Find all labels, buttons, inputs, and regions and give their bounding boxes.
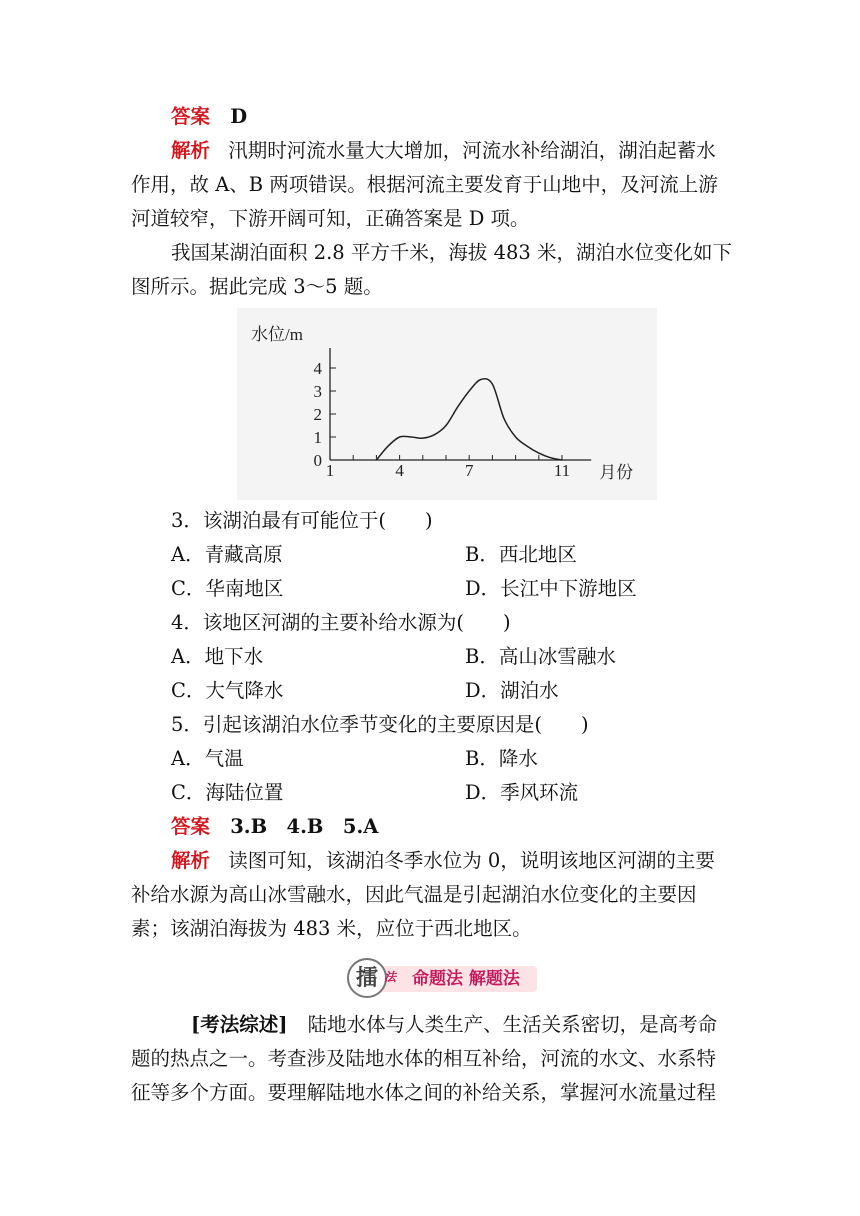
y-axis-label: 水位/m [251,325,303,344]
y-tick-label: 0 [313,451,322,470]
analysis-text: 汛期时河流水量大大增加，河流水补给湖泊，湖泊起蓄水 [228,139,716,162]
summary-line-1 [191,1008,791,1042]
water-level-series-line [376,379,562,460]
analysis-text: 读图可知，该湖泊冬季水位为 0，说明该地区河湖的主要 [228,849,715,872]
option-d: D．季风环流 [465,781,579,804]
x-tick-label: 11 [553,461,571,480]
answer-value: D [230,105,248,128]
question-5-stem: 5．引起该湖泊水位季节变化的主要原因是( ) [171,713,589,736]
y-tick-label: 4 [313,359,322,378]
answer-line-1 [171,100,771,134]
analysis-line-5: 补给水源为高山冰雪融水，因此气温是引起湖泊水位变化的主要因 [131,883,697,906]
option-c: C．华南地区 [171,577,284,600]
summary-line-3: 征等多个方面。要理解陆地水体之间的补给关系，掌握河水流量过程 [131,1081,717,1104]
summary-label: [考法综述] [191,1013,288,1036]
option-c: C．海陆位置 [171,781,284,804]
option-d: D．长江中下游地区 [465,577,637,600]
water-level-chart [237,308,657,500]
question-5-options-row-1 [171,742,771,776]
x-axis-label: 月份 [599,463,634,482]
y-tick-label: 2 [313,405,322,424]
analysis-label: 解析 [171,139,211,162]
y-tick-label: 3 [313,382,322,401]
y-tick-label: 1 [313,428,322,447]
analysis-line-1 [171,134,771,168]
option-c: C．大气降水 [171,679,284,702]
analysis-line-4 [171,844,771,878]
banner-logo: 擂 [347,958,387,998]
banner-small-text: 法 [384,970,397,984]
summary-text: 陆地水体与人类生产、生活关系密切，是高考命 [307,1013,718,1036]
question-4-options-row-2 [171,674,771,708]
question-5-options-row-2 [171,776,771,810]
answer-label: 答案 [171,815,211,838]
intro-line-1: 我国某湖泊面积 2.8 平方千米，海拔 483 米，湖泊水位变化如下 [171,241,733,264]
answer-value: 3.B 4.B 5.A [230,815,379,838]
analysis-line-3: 河道较窄，下游开阔可知，正确答案是 D 项。 [131,207,530,230]
question-3-stem: 3．该湖泊最有可能位于( ) [171,509,433,532]
answer-label: 答案 [171,105,211,128]
option-d: D．湖泊水 [465,679,559,702]
x-tick-label: 1 [325,461,335,480]
option-a: A．地下水 [171,645,264,668]
analysis-label: 解析 [171,849,211,872]
option-b: B．降水 [465,747,538,770]
question-4-options-row-1 [171,640,771,674]
question-3-options-row-2 [171,572,771,606]
x-tick-label: 7 [464,461,474,480]
option-a: A．青藏高原 [171,543,283,566]
x-tick-label: 4 [395,461,404,480]
method-banner [347,958,547,1000]
question-3-options-row-1 [171,538,771,572]
banner-title: 命题法 解题法 [412,969,520,989]
option-a: A．气温 [171,747,244,770]
intro-line-2: 图所示。据此完成 3～5 题。 [131,275,383,298]
option-b: B．高山冰雪融水 [465,645,616,668]
summary-line-2: 题的热点之一。考查涉及陆地水体的相互补给，河流的水文、水系特 [131,1047,717,1070]
analysis-line-6: 素；该湖泊海拔为 483 米，应位于西北地区。 [131,917,532,940]
option-b: B．西北地区 [465,543,577,566]
chart-svg [237,308,657,500]
analysis-line-2: 作用，故 A、B 两项错误。根据河流主要发育于山地中，及河流上游 [131,173,718,196]
answer-line-2 [171,810,771,844]
question-4-stem: 4．该地区河湖的主要补给水源为( ) [171,611,511,634]
